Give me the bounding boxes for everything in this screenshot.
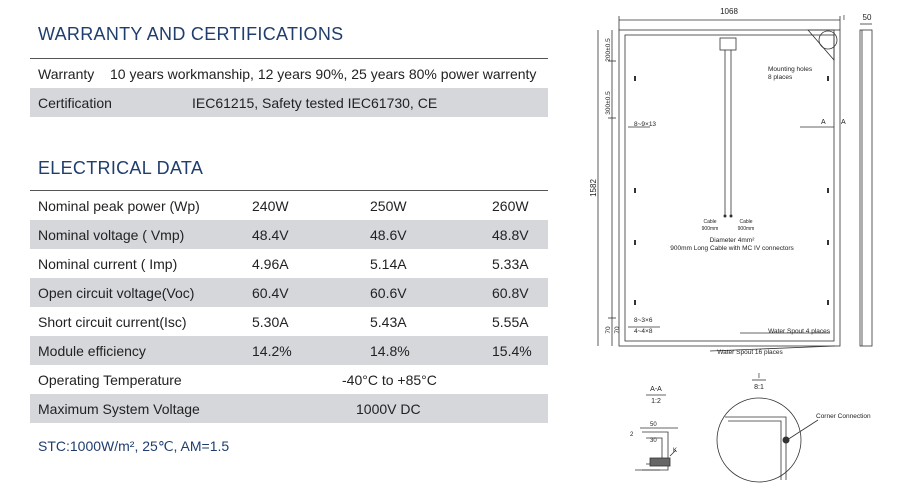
value-250w: 5.14A (370, 256, 407, 272)
mounting-hole (634, 76, 636, 81)
detail-i-scale: 8:1 (754, 384, 764, 391)
table-row (30, 394, 548, 423)
table-row (30, 220, 548, 249)
module-technical-drawing (590, 0, 904, 502)
frame-corner-outer (725, 417, 786, 480)
value-260w: 260W (492, 198, 529, 214)
corner-leader (787, 420, 818, 440)
section-mark-left: A (821, 119, 826, 126)
slot-note-2: 4~4×8 (634, 328, 653, 335)
connector-right (730, 215, 733, 218)
section-aa-k-label: K (673, 448, 678, 454)
value-240w: 60.4V (252, 285, 289, 301)
hole-note: 8~9×13 (634, 121, 657, 128)
mounting-hole (634, 188, 636, 193)
value-260w: 5.55A (492, 314, 529, 330)
cable-note: 900mm Long Cable with MC IV connectors (670, 245, 794, 252)
value-240w: 240W (252, 198, 289, 214)
row-label: Module efficiency (38, 343, 146, 359)
section-mark-right: A (841, 119, 846, 126)
dimension-300: 300±0.5 (605, 91, 612, 115)
front-view (598, 16, 872, 351)
row-label: Nominal current ( Imp) (38, 256, 178, 272)
mounting-hole (827, 300, 829, 305)
table-row (30, 336, 548, 365)
value-250w: 5.43A (370, 314, 407, 330)
value-240w: 4.96A (252, 256, 289, 272)
depth-dimension: 50 (862, 13, 872, 22)
operating-temperature-value: -40°C to +85°C (342, 372, 437, 388)
mounting-hole (827, 76, 829, 81)
frame-corner-inner (728, 421, 781, 480)
table-row (30, 191, 548, 220)
value-250w: 48.6V (370, 227, 407, 243)
cable-left-length: 900mm (701, 226, 719, 232)
mounting-hole (634, 240, 636, 245)
connector-left (724, 215, 727, 218)
value-260w: 15.4% (492, 343, 532, 359)
section-aa-dimension-2: 2 (630, 432, 634, 438)
value-250w: 250W (370, 198, 407, 214)
table-row (30, 307, 548, 336)
value-260w: 60.8V (492, 285, 529, 301)
profile-foot (650, 458, 670, 466)
section-aa-view (635, 395, 678, 470)
cable-right-label: Cable (739, 219, 753, 225)
value-260w: 48.8V (492, 227, 529, 243)
section-aa-label: A-A (650, 386, 662, 393)
value-250w: 14.8% (370, 343, 410, 359)
warranty-row (30, 59, 548, 88)
warranty-value: 10 years workmanship, 12 years 90%, 25 years 80% power warrenty (110, 66, 537, 82)
table-row (30, 365, 548, 394)
section-aa-scale: 1:2 (651, 398, 661, 405)
value-240w: 48.4V (252, 227, 289, 243)
detail-i-view (717, 380, 818, 482)
value-240w: 5.30A (252, 314, 289, 330)
warranty-label: Warranty (38, 66, 95, 82)
mounting-hole (827, 240, 829, 245)
value-260w: 5.33A (492, 256, 529, 272)
certification-label: Certification (38, 95, 112, 111)
corner-connection-note: Corner Connection (816, 413, 871, 420)
table-row (30, 249, 548, 278)
row-label: Nominal peak power (Wp) (38, 198, 200, 214)
height-dimension: 1582 (589, 179, 598, 197)
electrical-heading: ELECTRICAL DATA (38, 158, 204, 178)
mounting-note-2: 8 places (768, 74, 793, 81)
section-aa-dimension-30: 30 (650, 438, 657, 444)
value-250w: 60.6V (370, 285, 407, 301)
table-row (30, 278, 548, 307)
cable-right-length: 900mm (737, 226, 755, 232)
row-label: Maximum System Voltage (38, 401, 200, 417)
detail-callout: I (843, 15, 845, 22)
cable-left-label: Cable (703, 219, 717, 225)
certification-value: IEC61215, Safety tested IEC61730, CE (192, 95, 438, 111)
certification-row (30, 88, 548, 117)
water-spout-4-note: Water Spout 4 places (768, 328, 830, 335)
value-240w: 14.2% (252, 343, 292, 359)
dimension-70-inner: 70 (614, 326, 621, 334)
water-spout-16-note: Water Spout 16 places (717, 349, 783, 356)
width-dimension: 1068 (720, 7, 738, 16)
stc-note: STC:1000W/m², 25℃, AM=1.5 (38, 438, 230, 454)
mounting-note-1: Mounting holes (768, 66, 813, 73)
frame-outer (619, 30, 840, 346)
mounting-holes (634, 76, 829, 305)
cable-diameter-note: Diameter 4mm² (709, 237, 755, 244)
row-label: Short circuit current(Isc) (38, 314, 187, 330)
dimension-70-outer: 70 (605, 326, 612, 334)
dimension-200: 200±0.5 (605, 38, 612, 62)
warranty-heading: WARRANTY AND CERTIFICATIONS (38, 24, 344, 44)
mounting-hole (827, 188, 829, 193)
junction-box (720, 38, 736, 50)
row-label: Open circuit voltage(Voc) (38, 285, 195, 301)
row-label: Operating Temperature (38, 372, 182, 388)
max-system-voltage-value: 1000V DC (356, 401, 421, 417)
mounting-hole (634, 300, 636, 305)
slot-note-1: 8~3×6 (634, 317, 653, 324)
row-label: Nominal voltage ( Vmp) (38, 227, 185, 243)
detail-i-label: I (758, 373, 760, 380)
section-aa-dimension-50: 50 (650, 422, 657, 428)
corner-connection-point (783, 437, 790, 444)
frame-inner (625, 35, 834, 341)
